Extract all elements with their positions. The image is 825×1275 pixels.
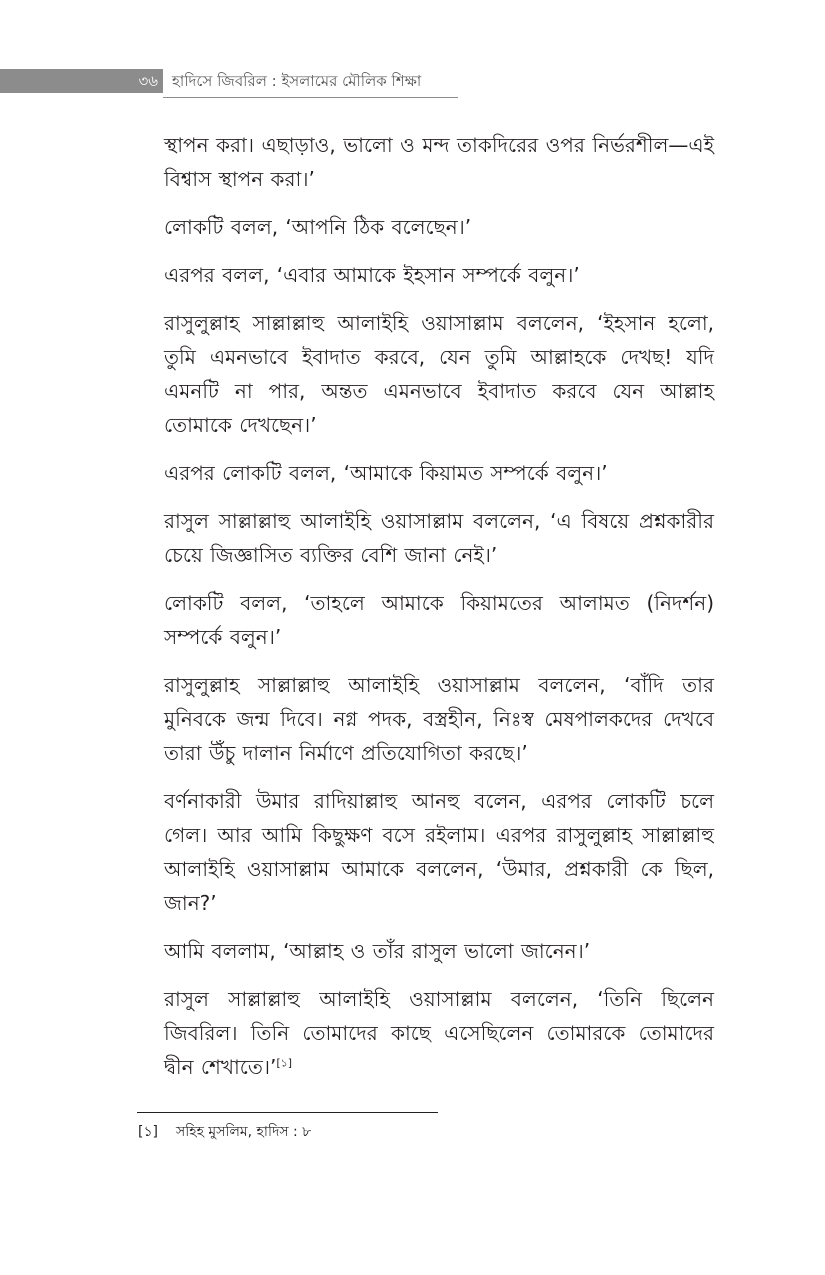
paragraph-7: লোকটি বলল, ‘তাহলে আমাকে কিয়ামতের আলামত (নিদর্শন) সম্পর্কে বলুন।’ — [164, 591, 714, 649]
paragraph-3: এরপর বলল, ‘এবার আমাকে ইহসান সম্পর্কে বলুন।’ — [164, 263, 580, 287]
page-number: ৩৬ — [138, 72, 158, 90]
body-text — [164, 128, 714, 1096]
paragraph-1: স্থাপন করা। এছাড়াও, ভালো ও মন্দ তাকদিরের ওপর নির্ভরশীল—এই বিশ্বাস স্থাপন করা।’ — [164, 133, 714, 191]
footnote-divider — [137, 1112, 438, 1113]
paragraph-11-text: রাসুল সাল্লাল্লাহু আলাইহি ওয়াসাল্লাম বললেন, ‘তিনি ছিলেন জিবরিল। তিনি তোমাদের কাছে এসেছিলেন তোমারকে তোমাদের দ্বীন শেখাতে।’ — [164, 987, 714, 1079]
paragraph-5: এরপর লোকটি বলল, ‘আমাকে কিয়ামত সম্পর্কে বলুন।’ — [164, 461, 608, 485]
running-title: হাদিসে জিবরিল : ইসলামের মৌলিক শিক্ষা — [172, 72, 422, 90]
header-divider — [163, 97, 458, 98]
paragraph-11 — [164, 982, 714, 1084]
paragraph-2: লোকটি বলল, ‘আপনি ঠিক বলেছেন।’ — [164, 215, 472, 239]
paragraph-10: আমি বললাম, ‘আল্লাহ ও তাঁর রাসুল ভালো জানেন।’ — [164, 939, 591, 963]
footnote — [138, 1123, 311, 1141]
footnote-reference[interactable]: [১] — [276, 1056, 293, 1070]
footnote-text: সহিহ মুসলিম, হাদিস : ৮ — [176, 1124, 312, 1140]
paragraph-8: রাসুলুল্লাহ সাল্লাল্লাহু আলাইহি ওয়াসাল্লাম বললেন, ‘বাঁদি তার মুনিবকে জন্ম দিবে। নগ্ন পদক, বস্ত্রহীন, নিঃস্ব মেষপালকদের দেখবে তারা উঁচু দালান নির্মাণে প্রতিযোগিতা করছে।’ — [164, 673, 714, 765]
footnote-marker: [১] — [138, 1124, 159, 1140]
paragraph-4: রাসুলুল্লাহ সাল্লাল্লাহু আলাইহি ওয়াসাল্লাম বললেন, ‘ইহসান হলো, তুমি এমনভাবে ইবাদাত করবে, যেন তুমি আল্লাহকে দেখছ! যদি এমনটি না পার, অন্তত এমনভাবে ইবাদাত করবে যেন আল্লাহ তোমাকে দেখছেন।’ — [164, 311, 714, 437]
paragraph-6: রাসুল সাল্লাল্লাহু আলাইহি ওয়াসাল্লাম বললেন, ‘এ বিষয়ে প্রশ্নকারীর চেয়ে জিজ্ঞাসিত ব্যক্তির বেশি জানা নেই।’ — [164, 509, 714, 567]
paragraph-9: বর্ণনাকারী উমার রাদিয়াল্লাহু আনহু বলেন, এরপর লোকটি চলে গেল। আর আমি কিছুক্ষণ বসে রইলাম। এরপর রাসুলুল্লাহ সাল্লাল্লাহু আলাইহি ওয়াসাল্লাম আমাকে বললেন, ‘উমার, প্রশ্নকারী কে ছিল, জান?’ — [164, 789, 714, 915]
